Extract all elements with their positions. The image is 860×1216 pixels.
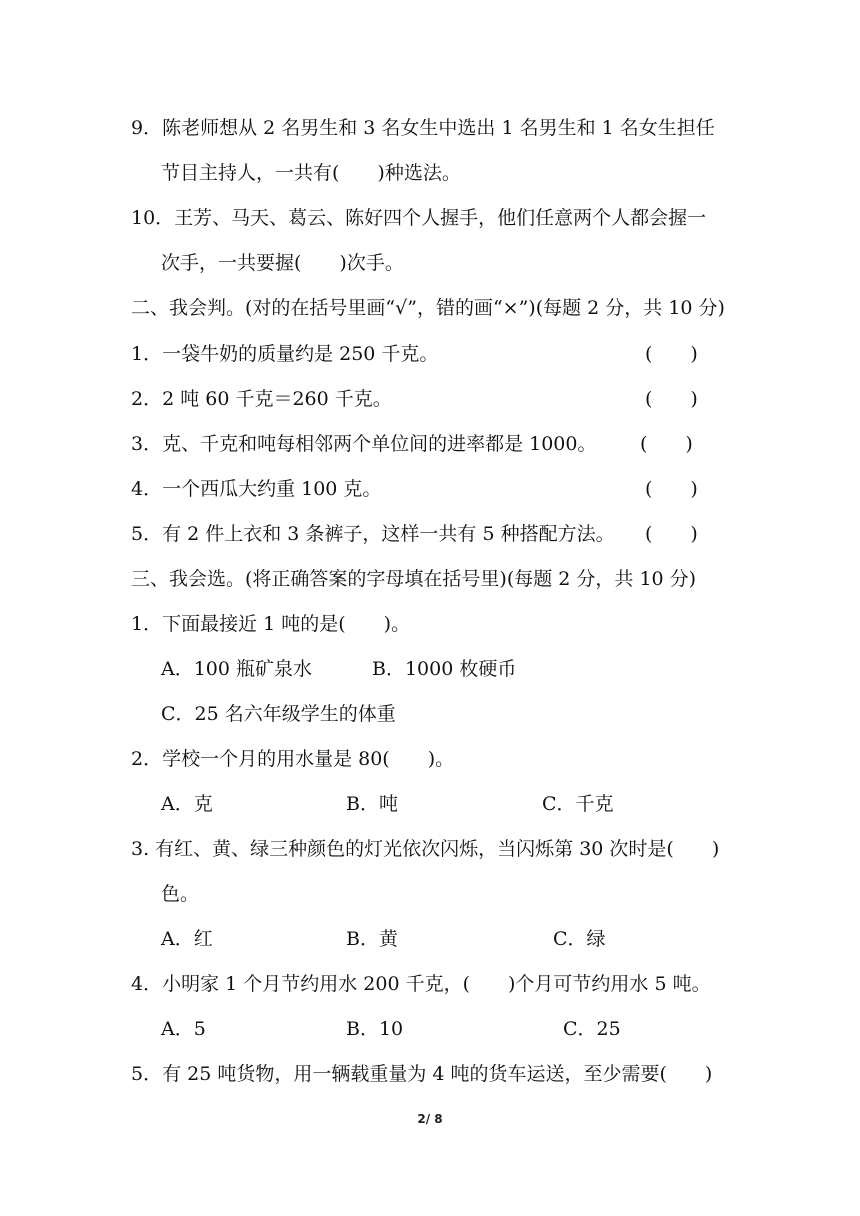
choice-q3-stem-line1: 3. 有红、黄、绿三种颜色的灯光依次闪烁，当闪烁第 30 次时是( ): [131, 838, 720, 860]
judge-item-3: 3．克、千克和吨每相邻两个单位间的进率都是 1000。: [131, 433, 597, 455]
choice-q5-stem: 5．有 25 吨货物，用一辆载重量为 4 吨的货车运送，至少需要( ): [131, 1063, 713, 1085]
choice-q2-option-a: A．克: [161, 793, 213, 815]
section-judge-heading: 二、我会判。(对的在括号里画“√”，错的画“×”)(每题 2 分，共 10 分): [131, 297, 725, 319]
judge-answer-blank-1: ( ): [645, 343, 698, 365]
judge-answer-blank-5: ( ): [645, 523, 698, 545]
choice-q4-option-b: B．10: [346, 1018, 404, 1040]
q10-line2: 次手，一共要握( )次手。: [161, 252, 404, 274]
choice-q1-option-c: C．25 名六年级学生的体重: [161, 703, 396, 725]
choice-q2-stem: 2．学校一个月的用水量是 80( )。: [131, 748, 455, 770]
choice-q2-option-b: B．吨: [346, 793, 398, 815]
judge-item-1: 1．一袋牛奶的质量约是 250 千克。: [131, 343, 439, 365]
choice-q3-stem-line2: 色。: [161, 883, 200, 905]
choice-q4-option-c: C．25: [563, 1018, 621, 1040]
choice-q3-option-b: B．黄: [346, 928, 398, 950]
page-number: 2/ 8: [417, 1112, 443, 1126]
judge-item-4: 4．一个西瓜大约重 100 克。: [131, 478, 382, 500]
q9-line2: 节目主持人，一共有( )种选法。: [161, 162, 461, 184]
choice-q3-option-c: C．绿: [553, 928, 606, 950]
judge-item-5: 5．有 2 件上衣和 3 条裤子，这样一共有 5 种搭配方法。: [131, 523, 615, 545]
choice-q1-option-b: B．1000 枚硬币: [372, 658, 517, 680]
choice-q3-option-a: A．红: [161, 928, 213, 950]
q10-line1: 10．王芳、马天、葛云、陈好四个人握手，他们任意两个人都会握一: [131, 207, 707, 229]
choice-q2-option-c: C．千克: [542, 793, 614, 815]
choice-q1-stem: 1．下面最接近 1 吨的是( )。: [131, 613, 411, 635]
choice-q4-stem: 4．小明家 1 个月节约用水 200 千克，( )个月可节约用水 5 吨。: [131, 973, 711, 995]
choice-q4-option-a: A．5: [161, 1018, 206, 1040]
judge-answer-blank-2: ( ): [645, 388, 698, 410]
judge-item-2: 2．2 吨 60 千克＝260 千克。: [131, 388, 392, 410]
judge-answer-blank-3: ( ): [640, 433, 693, 455]
choice-q1-option-a: A．100 瓶矿泉水: [161, 658, 313, 680]
q9-line1: 9．陈老师想从 2 名男生和 3 名女生中选出 1 名男生和 1 名女生担任: [131, 117, 715, 139]
section-choice-heading: 三、我会选。(将正确答案的字母填在括号里)(每题 2 分，共 10 分): [131, 568, 697, 590]
judge-answer-blank-4: ( ): [645, 478, 698, 500]
